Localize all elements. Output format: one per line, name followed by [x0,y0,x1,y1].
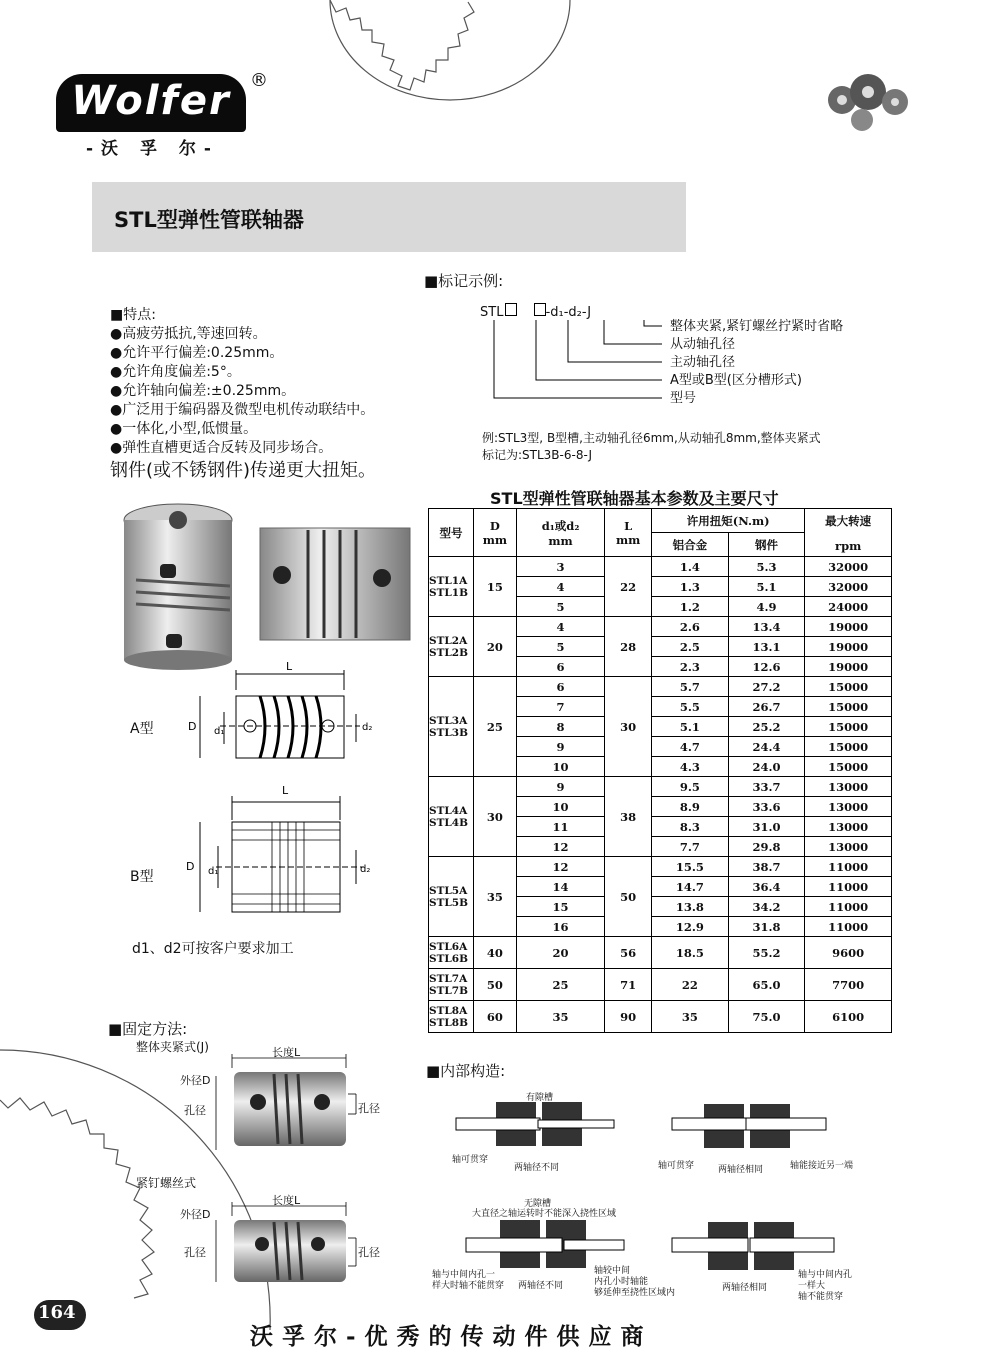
d2-bottom-label: 两轴径相同 [718,1165,764,1175]
cell-D: 35 [473,857,516,937]
cell-D: 15 [473,557,516,617]
marking-legend: 整体夹紧,紧钉螺丝拧紧时省略 从动轴孔径 主动轴孔径 A型或B型(区分槽形式) 型号 [670,319,844,406]
cell-d: 6 [516,677,604,697]
col-d: d₁或d₂ mm [516,509,604,557]
table-row [429,777,892,797]
a-type-drawing [180,660,380,770]
cell-d: 5 [516,597,604,617]
cell-alu: 8.3 [652,817,729,837]
cell-alu: 1.3 [652,577,729,597]
d4-bottom-label: 两轴径相同 [722,1283,768,1293]
cell-steel: 31.8 [728,917,805,937]
cell-d: 9 [516,777,604,797]
cell-D: 30 [473,777,516,857]
fixing-heading: ■固定方法: [108,1020,188,1038]
d3-top-label: 无隙槽 [524,1199,552,1209]
marking-leader-lines [486,318,666,408]
table-row [429,617,892,637]
cell-steel: 12.6 [728,657,805,677]
fix2-length-label: 长度L [272,1194,301,1207]
cell-steel: 5.3 [728,557,805,577]
cell-L: 30 [605,677,652,777]
d3-top-label-2: 大直径之轴运转时不能深入挠性区域 [472,1209,617,1219]
cell-model: STL7A STL7B [429,969,474,1001]
cell-steel: 26.7 [728,697,805,717]
b-type-drawing [180,780,380,920]
cell-model: STL4A STL4B [429,777,474,857]
cell-d: 25 [516,969,604,1001]
svg-text:L: L [282,784,289,797]
cell-alu: 22 [652,969,729,1001]
table-row [429,1001,892,1033]
fix2-bore-label: 孔径 [184,1246,206,1259]
fix1-bore-right-label: 孔径 [358,1102,380,1115]
cell-steel: 75.0 [728,1001,805,1033]
cell-L: 38 [605,777,652,857]
cell-d: 3 [516,557,604,577]
cell-speed: 7700 [805,969,892,1001]
cell-L: 90 [605,1001,652,1033]
cell-alu: 7.7 [652,837,729,857]
fix1-bore-label: 孔径 [184,1104,206,1117]
cell-D: 20 [473,617,516,677]
cell-alu: 2.3 [652,657,729,677]
cell-steel: 4.9 [728,597,805,617]
cell-speed: 11000 [805,917,892,937]
cell-D: 40 [473,937,516,969]
table-row [429,557,892,577]
a-dim-L: L [286,660,293,673]
cell-model: STL3A STL3B [429,677,474,777]
d3-left-label: 轴与中间内孔一 样大时轴不能贯穿 [432,1270,505,1291]
svg-text:d₁: d₁ [208,866,219,877]
col-speed: 最大转速 rpm [805,509,892,557]
cell-speed: 19000 [805,657,892,677]
cell-steel: 5.1 [728,577,805,597]
cell-alu: 9.5 [652,777,729,797]
cell-steel: 29.8 [728,837,805,857]
col-L: L mm [605,509,652,557]
cell-L: 56 [605,937,652,969]
cell-D: 50 [473,969,516,1001]
cell-d: 12 [516,837,604,857]
cell-speed: 15000 [805,717,892,737]
cell-speed: 24000 [805,597,892,617]
fixing-method-2: 紧钉螺丝式 [136,1176,197,1190]
cell-d: 15 [516,897,604,917]
cell-alu: 2.6 [652,617,729,637]
cell-speed: 6100 [805,1001,892,1033]
fix1-length-label: 长度L [272,1046,301,1059]
cell-model: STL1A STL1B [429,557,474,617]
cell-L: 50 [605,857,652,937]
d1-bottom-label: 两轴径不同 [514,1163,560,1173]
cell-L: 28 [605,617,652,677]
cell-steel: 65.0 [728,969,805,1001]
table-title: STL型弹性管联轴器基本参数及主要尺寸 [490,489,779,508]
spec-table [428,508,892,1033]
cell-speed: 9600 [805,937,892,969]
cell-alu: 4.7 [652,737,729,757]
table-row [429,857,892,877]
d1-top-label: 有隙槽 [526,1093,554,1103]
cell-alu: 5.5 [652,697,729,717]
marking-heading: ■标记示例: [424,272,504,290]
cell-model: STL8A STL8B [429,1001,474,1033]
gears-icon [828,74,908,131]
a-dim-D: D [188,720,197,733]
cell-d: 9 [516,737,604,757]
cell-alu: 15.5 [652,857,729,877]
cell-alu: 5.7 [652,677,729,697]
b-type-label: B型 [130,869,154,885]
cell-d: 6 [516,657,604,677]
cell-speed: 11000 [805,857,892,877]
cell-steel: 31.0 [728,817,805,837]
col-alu: 铝合金 [652,533,729,557]
cell-speed: 32000 [805,557,892,577]
cell-alu: 2.5 [652,637,729,657]
cell-steel: 55.2 [728,937,805,969]
d2-right-label: 轴能接近另一端 [790,1161,854,1171]
cell-steel: 24.0 [728,757,805,777]
cell-steel: 33.7 [728,777,805,797]
cell-D: 60 [473,1001,516,1033]
cell-steel: 36.4 [728,877,805,897]
col-model: 型号 [429,509,474,557]
cell-D: 25 [473,677,516,777]
cell-d: 12 [516,857,604,877]
cell-steel: 33.6 [728,797,805,817]
cell-d: 5 [516,637,604,657]
col-torque: 许用扭矩(N.m) [652,509,805,533]
cell-d: 16 [516,917,604,937]
registered-mark: ® [250,70,268,91]
cell-d: 20 [516,937,604,969]
cell-speed: 13000 [805,777,892,797]
cell-speed: 15000 [805,677,892,697]
cell-alu: 4.3 [652,757,729,777]
col-D: D mm [473,509,516,557]
d1-x-label: 轴可贯穿 [452,1155,489,1165]
brand-chinese-name: -沃 孚 尔- [86,139,219,159]
cell-L: 22 [605,557,652,617]
cell-alu: 35 [652,1001,729,1033]
cell-model: STL5A STL5B [429,857,474,937]
cell-steel: 34.2 [728,897,805,917]
cell-steel: 27.2 [728,677,805,697]
cell-steel: 13.4 [728,617,805,637]
cell-d: 8 [516,717,604,737]
cell-speed: 13000 [805,797,892,817]
features-list: ■特点: ●高疲劳抵抗,等速回转。 ●允许平行偏差:0.25mm。 ●允许角度偏差:5°。 ●允许轴向偏差:±0.25mm。 ●广泛用于编码器及微型电机传动联结中。 ●一体化,小型,低惯量。 ●弹性直槽更适合反转及同步场合。 钢件(或不锈钢件)传递更大扭矩。 [110,307,377,481]
internal-heading: ■内部构造: [426,1062,506,1080]
cell-steel: 13.1 [728,637,805,657]
cell-d: 11 [516,817,604,837]
cell-alu: 5.1 [652,717,729,737]
brand-logo: Wolfer [56,74,246,132]
marking-example: 例:STL3型, B型槽,主动轴孔径6mm,从动轴孔8mm,整体夹紧式 标记为:STL3B-6-8-J [482,431,821,462]
fixing-method-1: 整体夹紧式(J) [136,1040,209,1054]
fix1-od-label: 外径D [180,1074,211,1087]
cell-steel: 24.4 [728,737,805,757]
cell-alu: 13.8 [652,897,729,917]
footer-slogan: 沃孚尔-优秀的传动件供应商 [250,1323,653,1350]
cell-speed: 15000 [805,697,892,717]
d3-bottom-label: 两轴径不同 [518,1281,564,1291]
cell-model: STL6A STL6B [429,937,474,969]
coupling-product-photos [120,500,420,670]
cell-steel: 38.7 [728,857,805,877]
a-dim-d2: d₂ [362,722,373,733]
cell-speed: 11000 [805,897,892,917]
a-type-label: A型 [130,721,154,737]
page-title: STL型弹性管联轴器 [114,208,304,232]
cell-d: 4 [516,617,604,637]
cell-alu: 1.4 [652,557,729,577]
cell-steel: 25.2 [728,717,805,737]
cell-speed: 13000 [805,837,892,857]
table-row [429,969,892,1001]
table-row [429,937,892,969]
cell-d: 10 [516,757,604,777]
cell-d: 10 [516,797,604,817]
cell-speed: 19000 [805,617,892,637]
cell-alu: 14.7 [652,877,729,897]
cell-alu: 12.9 [652,917,729,937]
fix2-bore-right-label: 孔径 [358,1246,380,1259]
d3-right-label: 轴较中间 内孔小时轴能 够延伸至挠性区域内 [594,1266,676,1298]
cell-d: 14 [516,877,604,897]
cell-speed: 15000 [805,737,892,757]
cell-speed: 13000 [805,817,892,837]
cell-d: 4 [516,577,604,597]
d4-right-label: 轴与中间内孔 一样大 轴不能贯穿 [798,1270,853,1302]
cell-d: 7 [516,697,604,717]
fix2-od-label: 外径D [180,1208,211,1221]
cell-speed: 15000 [805,757,892,777]
cell-speed: 32000 [805,577,892,597]
cell-speed: 11000 [805,877,892,897]
bore-note: d1、d2可按客户要求加工 [132,941,294,957]
cell-d: 35 [516,1001,604,1033]
cell-speed: 19000 [805,637,892,657]
table-row [429,677,892,697]
svg-text:d₂: d₂ [360,864,371,875]
svg-text:D: D [186,860,195,873]
cell-alu: 18.5 [652,937,729,969]
cell-L: 71 [605,969,652,1001]
cell-alu: 8.9 [652,797,729,817]
d2-x-label: 轴可贯穿 [658,1161,695,1171]
cell-model: STL2A STL2B [429,617,474,677]
marking-code: STL -d₁-d₂-J [480,305,592,320]
page-number: 164 [38,1302,76,1323]
col-steel: 钢件 [728,533,805,557]
cell-alu: 1.2 [652,597,729,617]
a-dim-d1: d₁ [214,726,225,737]
